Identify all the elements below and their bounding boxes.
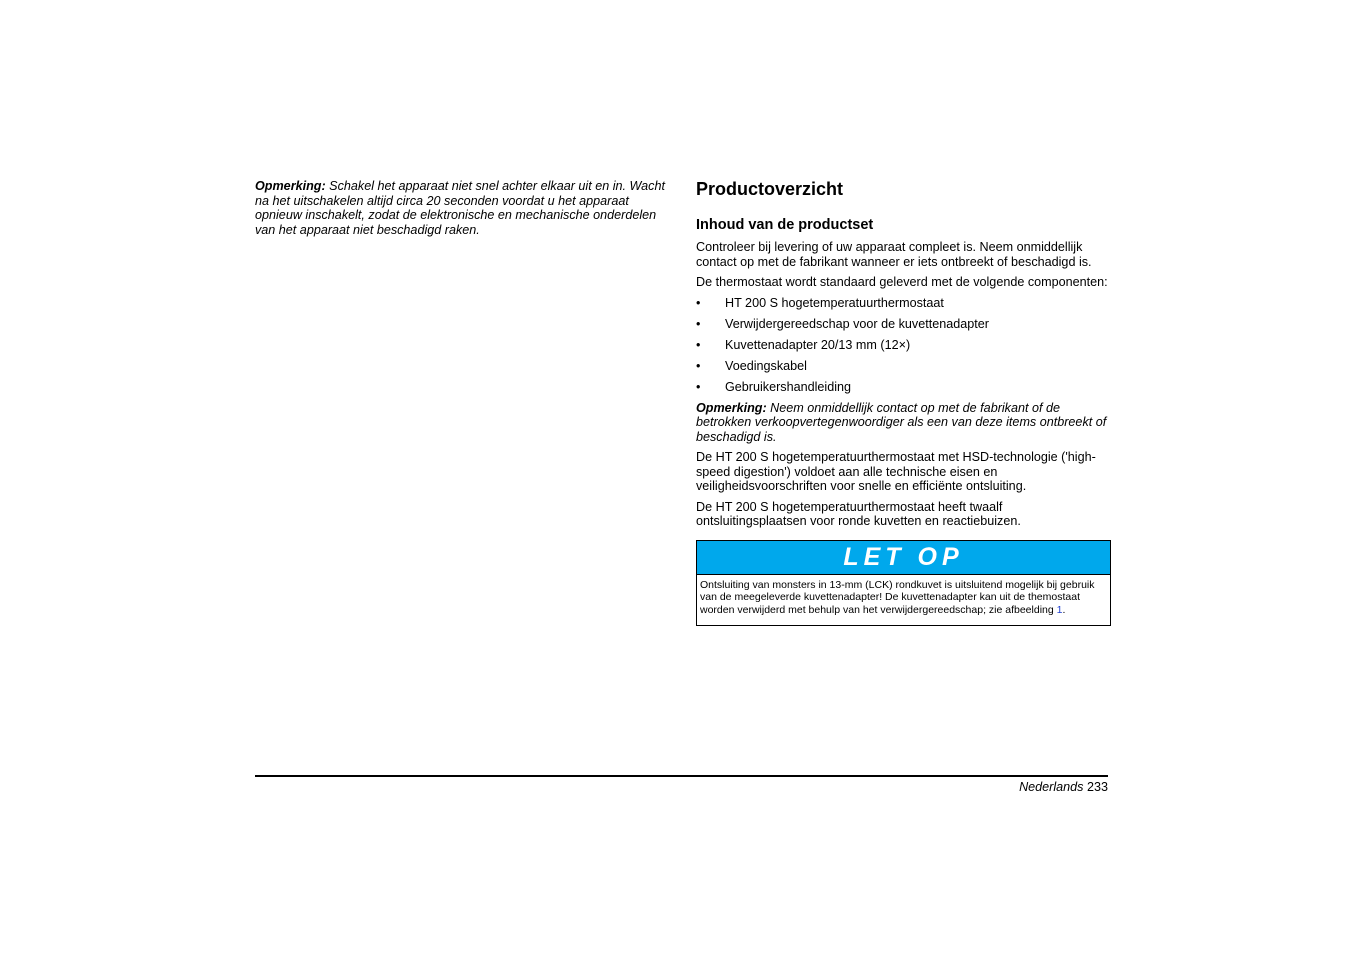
section-subtitle: Inhoud van de productset (696, 217, 874, 233)
page-number: 233 (1086, 780, 1108, 794)
list-item-text: Gebruikershandleiding (725, 379, 852, 394)
note-label: Opmerking: (696, 400, 767, 415)
left-note-text: Schakel het apparaat niet snel achter elkaar uit en in. Wacht na het uitschakelen altijd circa 20 seconden voordat u het apparaat opnieuw inschakelt, zodat de elektronische en mechanische onderdelen van het apparaat niet beschadigd raken. (255, 179, 665, 237)
caution-message: Ontsluiting van monsters in 13-mm (LCK) rondkuvet is uitsluitend mogelijk bij gebruik van de meegeleverde kuvettenadapter! De kuvettenadapter kan uit de themostaat worden verwijderd met behulp van het verwijdergereedschap; zie afbeelding (700, 578, 1095, 617)
list-item (696, 296, 1111, 311)
caution-end: . (1062, 604, 1066, 617)
list-item (696, 380, 1111, 395)
list-item-text: Kuvettenadapter 20/13 mm (12×) (725, 337, 911, 352)
right-column (696, 178, 1111, 626)
caution-heading: LET OP (697, 541, 1110, 575)
list-item (696, 338, 1111, 353)
paragraph-hsd-technology: De HT 200 S hogetemperatuurthermostaat met HSD-technologie ('high-speed digestion') voldoet aan alle technische eisen en veiligheidsvoorschriften voor snelle en efficiënte ontsluiting. (696, 450, 1096, 493)
left-note (255, 179, 665, 237)
left-column (255, 179, 665, 237)
list-item-text: Verwijdergereedschap voor de kuvettenadapter (725, 316, 989, 331)
caution-text (697, 575, 1110, 625)
bullet-icon: • (696, 316, 701, 331)
left-note-label: Opmerking: (255, 179, 326, 193)
list-item (696, 359, 1111, 374)
bullet-icon: • (696, 295, 701, 310)
paragraph-components-intro: De thermostaat wordt standaard geleverd met de volgende componenten: (696, 275, 1108, 289)
missing-items-note (696, 401, 1111, 445)
components-list (696, 296, 1111, 395)
bullet-icon: • (696, 358, 701, 373)
list-item (696, 317, 1111, 332)
figure-reference-link[interactable]: 1 (1056, 604, 1063, 617)
footer-divider (255, 775, 1108, 777)
list-item-text: Voedingskabel (725, 358, 807, 373)
page-footer (1019, 780, 1108, 795)
bullet-icon: • (696, 337, 701, 352)
caution-box (696, 540, 1111, 626)
paragraph-digestion-slots: De HT 200 S hogetemperatuurthermostaat heeft twaalf ontsluitingsplaatsen voor ronde kuvetten en reactiebuizen. (696, 499, 1021, 528)
note-text: Neem onmiddellijk contact op met de fabrikant of de betrokken verkoopvertegenwoordiger als een van deze items ontbreekt of beschadigd is. (696, 400, 1107, 444)
section-title: Productoverzicht (696, 179, 844, 199)
bullet-icon: • (696, 379, 701, 394)
paragraph-delivery-check: Controleer bij levering of uw apparaat compleet is. Neem onmiddellijk contact op met de fabrikant wanneer er iets ontbreekt of beschadigd is. (696, 240, 1092, 269)
list-item-text: HT 200 S hogetemperatuurthermostaat (725, 295, 944, 310)
footer-language: Nederlands (1019, 780, 1084, 794)
